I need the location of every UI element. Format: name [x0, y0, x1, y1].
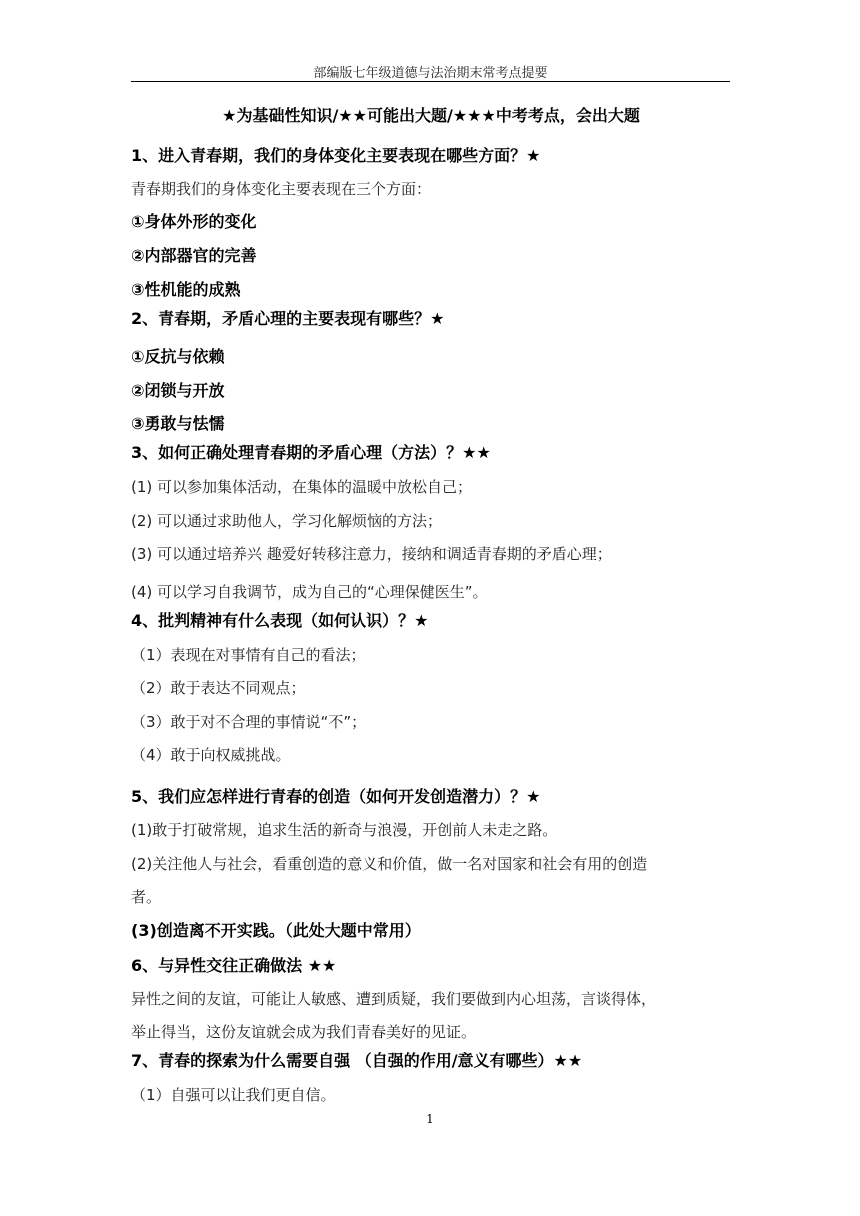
q5-item-1: (1)敢于打破常规，追求生活的新奇与浪漫，开创前人未走之路。 — [131, 821, 558, 839]
q5-item-3: (3)创造离不开实践。（此处大题中常用） — [131, 921, 421, 940]
q4-title: 4、批判精神有什么表现（如何认识）？★ — [131, 611, 429, 630]
q1-intro: 青春期我们的身体变化主要表现在三个方面： — [131, 180, 432, 198]
page-header: 部编版七年级道德与法治期末常考点提要 — [313, 66, 548, 81]
q7-title: 7、青春的探索为什么需要自强 （自强的作用/意义有哪些）★★ — [131, 1051, 583, 1070]
q2-item-2: ②闭锁与开放 — [131, 381, 225, 400]
q6-line-2: 举止得当，这份友谊就会成为我们青春美好的见证。 — [131, 1023, 477, 1041]
q4-item-2: （2）敢于表达不同观点； — [131, 679, 306, 697]
q5-title: 5、我们应怎样进行青春的创造（如何开发创造潜力）？★ — [131, 787, 541, 806]
q7-item-1: （1）自强可以让我们更自信。 — [131, 1086, 336, 1104]
q2-item-3: ③勇敢与怯懦 — [131, 414, 225, 433]
q4-item-1: （1）表现在对事情有自己的看法； — [131, 646, 366, 664]
q6-line-1: 异性之间的友谊，可能让人敏感、遭到质疑，我们要做到内心坦荡，言谈得体， — [131, 990, 657, 1008]
q3-item-1: (1) 可以参加集体活动，在集体的温暖中放松自己； — [131, 478, 473, 496]
q3-title: 3、如何正确处理青春期的矛盾心理（方法）？★★ — [131, 443, 491, 462]
q5-item-2-line-1: (2)关注他人与社会，看重创造的意义和价值，做一名对国家和社会有用的创造 — [131, 855, 648, 873]
star-legend: ★为基础性知识/★★可能出大题/★★★中考考点，会出大题 — [222, 106, 640, 125]
page-number: 1 — [426, 1112, 434, 1126]
q3-item-4: (4) 可以学习自我调节，成为自己的“心理保健医生”。 — [131, 583, 488, 601]
q4-item-3: （3）敢于对不合理的事情说“不”； — [131, 713, 367, 731]
q2-title: 2、青春期，矛盾心理的主要表现有哪些？★ — [131, 309, 445, 328]
q1-title: 1、进入青春期，我们的身体变化主要表现在哪些方面？★ — [131, 146, 541, 165]
q6-title: 6、与异性交往正确做法 ★★ — [131, 956, 337, 975]
q1-item-2: ②内部器官的完善 — [131, 246, 257, 265]
q5-item-2-line-2: 者。 — [131, 888, 162, 906]
q2-item-1: ①反抗与依赖 — [131, 347, 225, 366]
header-divider — [131, 81, 730, 82]
q3-item-3: (3) 可以通过培养兴 趣爱好转移注意力，接纳和调适青春期的矛盾心理； — [131, 545, 612, 563]
q3-item-2: (2) 可以通过求助他人，学习化解烦恼的方法； — [131, 512, 443, 530]
q4-item-4: （4）敢于向权威挑战。 — [131, 746, 291, 764]
q1-item-3: ③性机能的成熟 — [131, 280, 241, 299]
q1-item-1: ①身体外形的变化 — [131, 212, 257, 231]
